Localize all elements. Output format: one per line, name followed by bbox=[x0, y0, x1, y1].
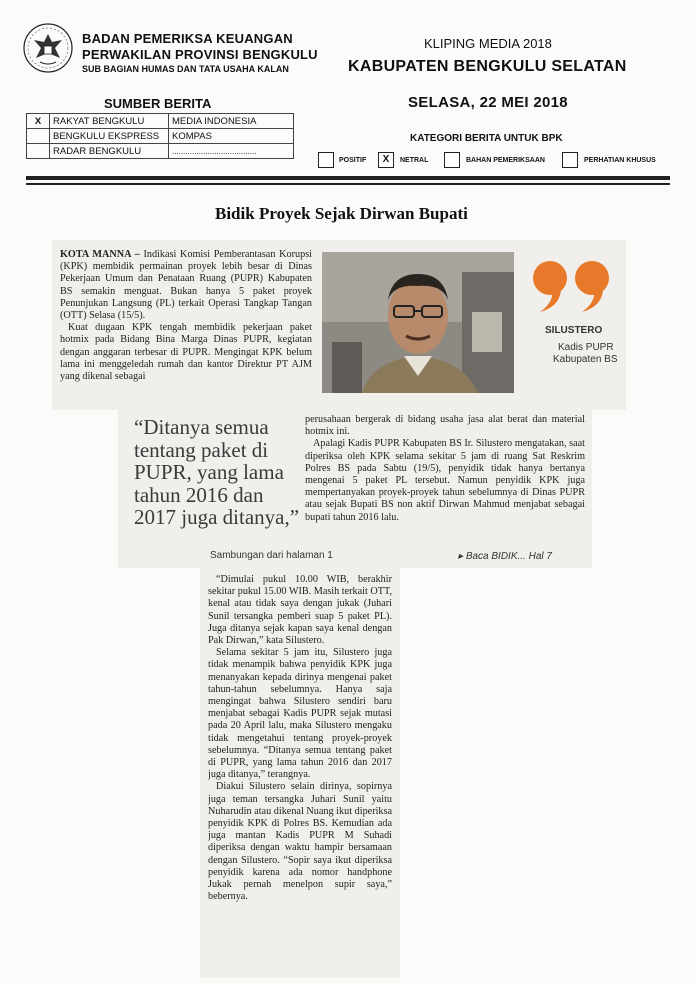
caption-name: SILUSTERO bbox=[545, 325, 603, 336]
source-mark: X bbox=[27, 114, 50, 129]
caption-role: Kadis PUPR bbox=[558, 342, 614, 353]
source-mark bbox=[27, 129, 50, 144]
source-right: MEDIA INDONESIA bbox=[169, 114, 294, 129]
org-subdivision: SUB BAGIAN HUMAS DAN TATA USAHA KALAN bbox=[82, 64, 289, 74]
article-column-1 bbox=[60, 249, 312, 405]
dateline: KOTA MANNA – bbox=[60, 249, 140, 260]
checkbox-perhatian-khusus[interactable] bbox=[562, 152, 578, 168]
kategori-title: KATEGORI BERITA UNTUK BPK bbox=[410, 133, 563, 144]
paragraph: Apalagi Kadis PUPR Kabupaten BS Ir. Silustero mengatakan, saat diperiksa oleh KPK selama sekitar 5 jam di ruang Sat Reskrim Polres BS pada Sabtu (19/5), penyidik tidak hanya bertanya mengenai 5 paket PL tersebut. Namun penyidik KPK juga mempertanyakan proyek-proyek tahun sebelumnya di Dinas PUPR atau sejak Bupati BS non aktif Dirwan Mahmud menjabat sebagai bupati tahun 2016 lalu. bbox=[305, 438, 585, 523]
caption-region: Kabupaten BS bbox=[553, 354, 618, 365]
org-branch: PERWAKILAN PROVINSI BENGKULU bbox=[82, 47, 318, 62]
checkbox-bahan-pemeriksaan[interactable] bbox=[444, 152, 460, 168]
paragraph: Kuat dugaan KPK tengah membidik pekerjaan paket hotmix pada Bidang Bina Marga Dinas PUPR, kegiatan dengan anggaran terbesar di PUPR. Mengingat KPK belum lama ini menggeledah rumah dan kantor Direktur PT AJM yang dikenal sebagai bbox=[60, 322, 312, 383]
date-title: SELASA, 22 MEI 2018 bbox=[408, 94, 568, 111]
source-left: RAKYAT BENGKULU bbox=[50, 114, 169, 129]
kliping-title: KLIPING MEDIA 2018 bbox=[424, 36, 552, 51]
continuation-note: Sambungan dari halaman 1 bbox=[210, 550, 333, 561]
source-right: KOMPAS bbox=[169, 129, 294, 144]
table-row bbox=[27, 129, 294, 144]
photo-silustero bbox=[322, 252, 514, 393]
source-left: RADAR BENGKULU bbox=[50, 144, 169, 159]
article-headline: Bidik Proyek Sejak Dirwan Bupati bbox=[215, 204, 468, 223]
checkbox-positif[interactable] bbox=[318, 152, 334, 168]
label-netral: NETRAL bbox=[400, 157, 429, 164]
table-row bbox=[27, 144, 294, 159]
label-bahan-pemeriksaan: BAHAN PEMERIKSAAN bbox=[466, 157, 545, 164]
table-row bbox=[27, 114, 294, 129]
kabupaten-title: KABUPATEN BENGKULU SELATAN bbox=[348, 58, 627, 75]
read-more-link[interactable] bbox=[458, 551, 552, 562]
source-mark bbox=[27, 144, 50, 159]
arrow-right-icon: ▸ bbox=[458, 551, 464, 562]
paragraph: perusahaan bergerak di bidang usaha jasa alat berat dan material hotmix ini. bbox=[305, 414, 585, 438]
paragraph: “Dimulai pukul 10.00 WIB, berakhir sekitar pukul 15.00 WIB. Masih terkait OTT, kenal atau tidak saya dengan jukak (Juhari Sunil tersangka pemberi suap 5 paket PL). Juga ditanya sejak kapan saya kenal dengan Pak Dirwan,” kata Silustero. bbox=[208, 574, 392, 647]
article-column-3 bbox=[208, 574, 392, 974]
paragraph: Indikasi Komisi Pemberantasan Korupsi (KPK) membidik permainan proyek lebih besar di Dinas Pekerjaan Umum dan Penataan Ruang (PUPR) Kabupaten BS semakin menguat. Bukan hanya 5 paket proyek Penunjukan Langsung (PL) terkait Operasi Tangkap Tangan (OTT) Selasa (15/5). bbox=[60, 249, 312, 322]
sumber-berita-title: SUMBER BERITA bbox=[104, 96, 212, 111]
quote-marks-icon bbox=[530, 258, 616, 314]
header-divider-thick bbox=[26, 176, 670, 180]
checkbox-netral[interactable]: X bbox=[378, 152, 394, 168]
header-divider-thin bbox=[26, 183, 670, 185]
read-more-label: Baca BIDIK... Hal 7 bbox=[465, 551, 552, 562]
pull-quote: “Ditanya semua tentang paket di PUPR, yang lama tahun 2016 dan 2017 juga ditanya,” bbox=[134, 416, 300, 529]
article-column-2 bbox=[305, 414, 585, 546]
org-name: BADAN PEMERIKSA KEUANGAN bbox=[82, 31, 293, 46]
source-left: BENGKULU EKSPRESS bbox=[50, 129, 169, 144]
paragraph: Diakui Silustero selain dirinya, sopirnya juga teman tersangka Juhari Sunil yaitu Nuharudin atau dikenal Nuang ikut diperiksa penyidik KPK di Polres BS. Kemudian ada juga mantan Kadis PUPR M Suhadi diperiksa dengan waktu hampir bersamaan dengan Silustero. “Sopir saya ikut diperiksa penyidik karena ada nomor handphone Jukak pernah menelpon supir saya,” bebernya. bbox=[208, 781, 392, 903]
bpk-logo bbox=[22, 22, 74, 74]
sumber-berita-table bbox=[26, 113, 294, 159]
source-right: ...................................... bbox=[169, 144, 294, 159]
paragraph: Selama sekitar 5 jam itu, Silustero juga tidak menampik bahwa penyidik KPK juga menanyakan kepada dirinya mengenai paket tahun-tahun sebelumnya. Hanya saja mengingat bahwa Silustero sendiri baru menjabat sebagai Kadis PUPR sejak mutasi pada 20 April lalu, maka Silustero mengaku tidak mengetahui tentang proyek-proyek sebelumnya. “Ditanya semua tentang paket di PUPR, yang lama tahun 2016 dan 2017 juga ditanya,” terangnya. bbox=[208, 647, 392, 781]
garuda-emblem-icon bbox=[22, 22, 74, 74]
label-positif: POSITIF bbox=[339, 157, 367, 164]
label-perhatian-khusus: PERHATIAN KHUSUS bbox=[584, 157, 656, 164]
